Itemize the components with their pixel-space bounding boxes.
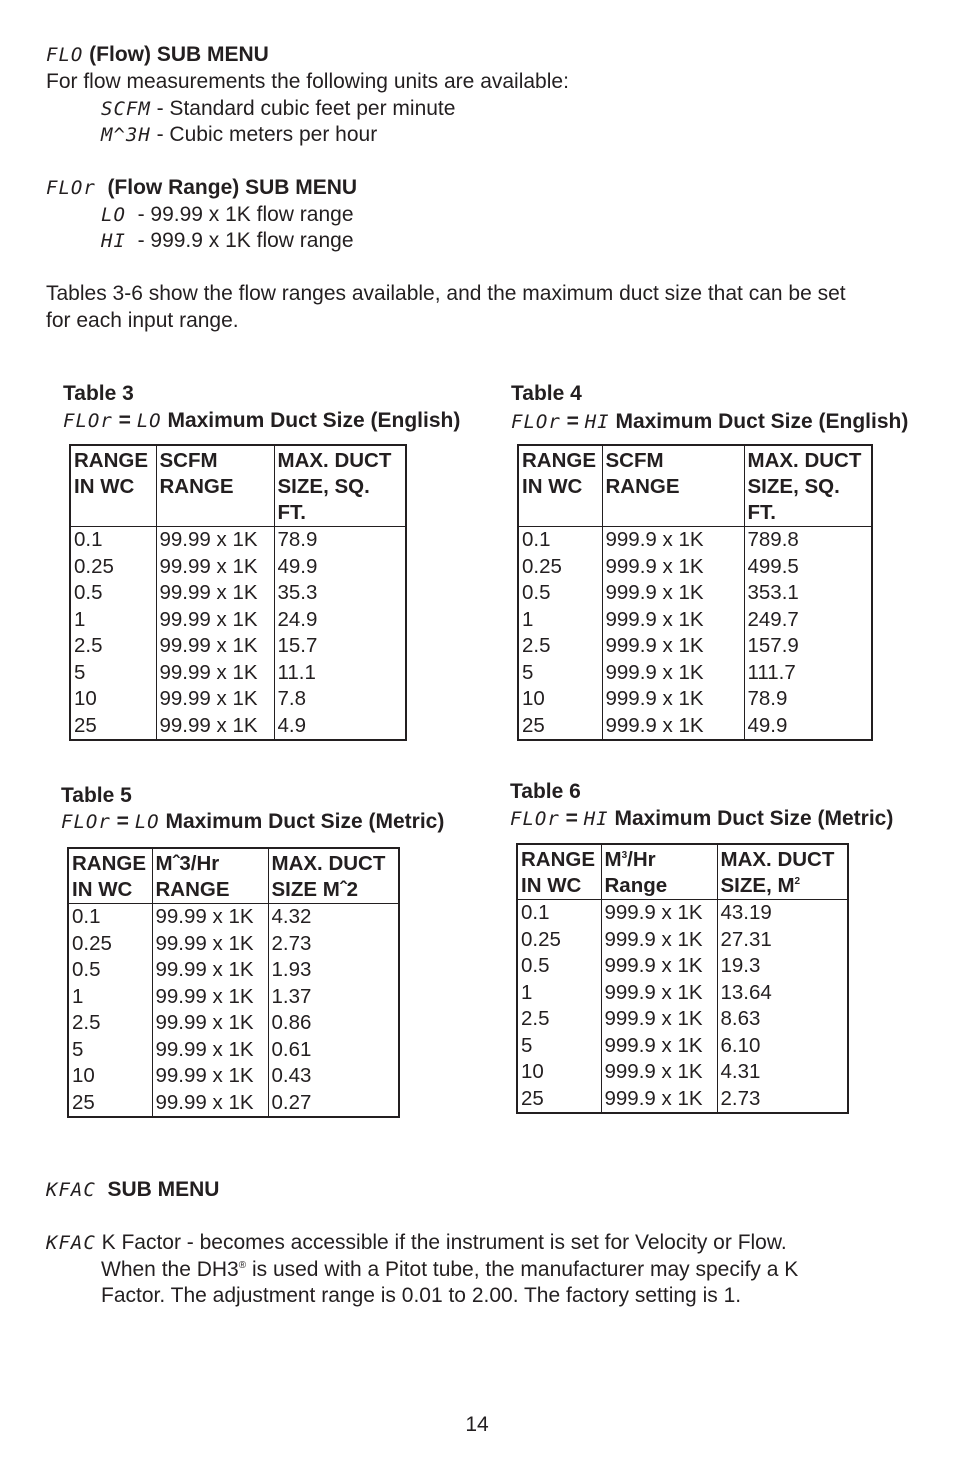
- flor-code: FLOr: [46, 177, 96, 199]
- table-cell: 5: [74, 660, 86, 684]
- table-cell: 10: [522, 687, 545, 710]
- table-cell: 2.5: [522, 634, 551, 657]
- table-row: [518, 660, 872, 687]
- table-cell: 5: [72, 1037, 84, 1061]
- table-cell: 99.99 x 1K: [152, 1010, 268, 1037]
- table-row: [68, 1037, 399, 1064]
- table-row: [70, 713, 406, 741]
- table-cell: 13.64: [717, 980, 848, 1007]
- table-cell: 999.9 x 1K: [601, 953, 717, 980]
- table-cell: 5: [522, 660, 534, 684]
- table-cell: 35.3: [274, 580, 406, 607]
- table4-header-max: MAX. DUCT SIZE, SQ. FT.: [744, 445, 872, 527]
- table4-label: Table 4: [511, 382, 582, 405]
- table6-header-max: MAX. DUCT SIZE, $M^2$: [717, 844, 848, 900]
- table-cell: 19.3: [717, 953, 848, 980]
- table-row: [68, 904, 399, 931]
- table5-caption: FLOr = LO Maximum Duct Size (Metric): [61, 810, 445, 833]
- table-cell: 999.9 x 1K: [601, 1086, 717, 1114]
- table-row: [70, 607, 406, 634]
- unit-scfm: SCFM - Standard cubic feet per minute: [101, 97, 456, 120]
- table-row: [517, 953, 848, 980]
- range-option-hi: HI - 999.9 x 1K flow range: [101, 229, 354, 252]
- table-4: [517, 444, 873, 741]
- table-cell: 999.9 x 1K: [601, 900, 717, 927]
- table-row: [68, 957, 399, 984]
- page-number: 14: [465, 1413, 489, 1436]
- table5-label: Table 5: [61, 784, 132, 807]
- table-row: [518, 686, 872, 713]
- table-cell: 0.25: [74, 554, 114, 578]
- table-cell: 111.7: [744, 660, 872, 687]
- table-cell: 11.1: [274, 660, 406, 687]
- table-cell: 99.99 x 1K: [156, 527, 274, 554]
- table-cell: 99.99 x 1K: [156, 607, 274, 634]
- table-cell: 157.9: [744, 633, 872, 660]
- kfac-submenu-title: SUB MENU: [107, 1178, 220, 1201]
- table-cell: 999.9 x 1K: [601, 1033, 717, 1060]
- table-row: [517, 900, 848, 927]
- table-cell: 25: [74, 713, 97, 737]
- table-cell: 1: [74, 607, 86, 631]
- table-cell: 99.99 x 1K: [152, 1037, 268, 1064]
- table-cell: 0.1: [522, 528, 551, 551]
- table3-label: Table 3: [63, 382, 134, 405]
- table-cell: 99.99 x 1K: [156, 633, 274, 660]
- table6-caption: FLOr = HI Maximum Duct Size (Metric): [510, 807, 894, 830]
- table-cell: 1: [72, 984, 84, 1008]
- table-cell: 99.99 x 1K: [156, 660, 274, 687]
- table-row: [70, 580, 406, 607]
- table-row: [68, 1063, 399, 1090]
- table5-header-range: RANGE IN WC: [68, 848, 152, 904]
- table-cell: 15.7: [274, 633, 406, 660]
- table-cell: 499.5: [744, 554, 872, 581]
- table-row: [517, 1086, 848, 1114]
- table-cell: 999.9 x 1K: [601, 927, 717, 954]
- table-cell: 2.73: [717, 1086, 848, 1114]
- table-row: [518, 607, 872, 634]
- table-cell: 99.99 x 1K: [152, 931, 268, 958]
- kfac-para-line3: Factor. The adjustment range is 0.01 to 2.00. The factory setting is 1.: [101, 1284, 742, 1307]
- table-cell: 99.99 x 1K: [156, 554, 274, 581]
- table-row: [70, 686, 406, 713]
- table-row: [518, 580, 872, 607]
- table-row: [518, 554, 872, 581]
- flo-code: FLO: [46, 44, 84, 66]
- table-cell: 99.99 x 1K: [156, 713, 274, 741]
- table-cell: 999.9 x 1K: [602, 713, 744, 741]
- table-cell: 99.99 x 1K: [152, 1063, 268, 1090]
- table-cell: 1: [521, 980, 533, 1004]
- table-cell: 0.5: [72, 958, 101, 981]
- tables-intro-line1: Tables 3-6 show the flow ranges available, and the maximum duct size that can be set: [46, 282, 846, 305]
- table-cell: 4.9: [274, 713, 406, 741]
- table-cell: 789.8: [744, 527, 872, 554]
- table5-header-max: MAX. DUCT SIZE Mˆ2: [268, 848, 399, 904]
- table-cell: 8.63: [717, 1006, 848, 1033]
- table-cell: 2.73: [268, 931, 399, 958]
- table-cell: 99.99 x 1K: [156, 686, 274, 713]
- table-cell: 999.9 x 1K: [602, 554, 744, 581]
- range-option-lo: LO - 99.99 x 1K flow range: [101, 203, 354, 226]
- table-cell: 0.27: [268, 1090, 399, 1118]
- table-row: [518, 713, 872, 741]
- flow-range-submenu-title: (Flow Range) SUB MENU: [107, 176, 358, 199]
- table-cell: 49.9: [744, 713, 872, 741]
- table-cell: 99.99 x 1K: [152, 1090, 268, 1118]
- table-cell: 99.99 x 1K: [152, 904, 268, 931]
- table-cell: 999.9 x 1K: [602, 527, 744, 554]
- table-cell: 6.10: [717, 1033, 848, 1060]
- table-row: [517, 1033, 848, 1060]
- table-cell: 25: [522, 713, 545, 737]
- flow-range-submenu-heading: [46, 175, 357, 201]
- table-cell: 78.9: [274, 527, 406, 554]
- table-cell: 1: [522, 607, 534, 631]
- table-cell: 99.99 x 1K: [152, 957, 268, 984]
- table3-header-range: RANGE IN WC: [70, 445, 156, 527]
- table-cell: 0.86: [268, 1010, 399, 1037]
- table-cell: 999.9 x 1K: [601, 980, 717, 1007]
- table-cell: 0.61: [268, 1037, 399, 1064]
- table-row: [70, 633, 406, 660]
- table-row: [517, 980, 848, 1007]
- table-cell: 0.1: [72, 905, 101, 928]
- table-cell: 0.1: [521, 901, 550, 924]
- table-row: [68, 1010, 399, 1037]
- table3-caption: FLOr = LO Maximum Duct Size (English): [63, 409, 461, 432]
- table-cell: 1.93: [268, 957, 399, 984]
- flow-intro: For flow measurements the following units are available:: [46, 70, 569, 93]
- table6-label: Table 6: [510, 780, 581, 803]
- table-cell: 25: [521, 1086, 544, 1110]
- table-cell: 49.9: [274, 554, 406, 581]
- table-row: [518, 527, 872, 554]
- table-row: [517, 1059, 848, 1086]
- table-cell: 999.9 x 1K: [602, 660, 744, 687]
- table-cell: 999.9 x 1K: [602, 607, 744, 634]
- table-6: [516, 843, 849, 1114]
- table-cell: 99.99 x 1K: [152, 984, 268, 1011]
- table-cell: 999.9 x 1K: [602, 580, 744, 607]
- table3-header-max: MAX. DUCT SIZE, SQ. FT.: [274, 445, 406, 527]
- table4-header-range: RANGE IN WC: [518, 445, 602, 527]
- table-cell: 4.32: [268, 904, 399, 931]
- table4-caption: FLOr = HI Maximum Duct Size (English): [511, 410, 909, 433]
- table-cell: 10: [74, 687, 97, 710]
- table-cell: 5: [521, 1033, 533, 1057]
- kfac-submenu-heading: [46, 1177, 219, 1203]
- table-cell: 4.31: [717, 1059, 848, 1086]
- table-cell: 99.99 x 1K: [156, 580, 274, 607]
- table-cell: 999.9 x 1K: [602, 633, 744, 660]
- table-5: [67, 847, 400, 1118]
- table-cell: 0.25: [521, 927, 561, 951]
- table-cell: 43.19: [717, 900, 848, 927]
- table-3: [69, 444, 407, 741]
- table-cell: 25: [72, 1090, 95, 1114]
- table-cell: 0.5: [521, 954, 550, 977]
- table4-header-scfm: SCFM RANGE: [602, 445, 744, 527]
- tables-intro-line2: for each input range.: [46, 309, 239, 332]
- table-cell: 2.5: [74, 634, 103, 657]
- table-row: [70, 554, 406, 581]
- table-row: [517, 927, 848, 954]
- table-cell: 78.9: [744, 686, 872, 713]
- kfac-para-line1: KFAC K Factor - becomes accessible if the instrument is set for Velocity or Flow.: [46, 1231, 787, 1254]
- unit-m3h: M^3H - Cubic meters per hour: [101, 123, 378, 146]
- table-cell: 2.5: [521, 1007, 550, 1030]
- flow-submenu-heading: [46, 42, 269, 68]
- table-cell: 249.7: [744, 607, 872, 634]
- table-cell: 999.9 x 1K: [601, 1006, 717, 1033]
- table-cell: 7.8: [274, 686, 406, 713]
- table-row: [70, 527, 406, 554]
- table3-header-scfm: SCFM RANGE: [156, 445, 274, 527]
- table-cell: 0.5: [74, 581, 103, 604]
- kfac-para-line2: When the DH3® is used with a Pitot tube, the manufacturer may specify a K: [101, 1258, 799, 1281]
- table-cell: 10: [72, 1064, 95, 1087]
- table6-header-range: RANGE IN WC: [517, 844, 601, 900]
- table-cell: 999.9 x 1K: [602, 686, 744, 713]
- table-cell: 353.1: [744, 580, 872, 607]
- table-cell: 10: [521, 1060, 544, 1083]
- table-cell: 0.25: [522, 554, 562, 578]
- table5-header-m3hr: Mˆ3/Hr RANGE: [152, 848, 268, 904]
- kfac-code: KFAC: [46, 1179, 96, 1201]
- flow-submenu-title: (Flow) SUB MENU: [89, 43, 269, 66]
- table-row: [518, 633, 872, 660]
- table-cell: 0.25: [72, 931, 112, 955]
- table-cell: 0.1: [74, 528, 103, 551]
- table-cell: 27.31: [717, 927, 848, 954]
- table-cell: 2.5: [72, 1011, 101, 1034]
- table-row: [517, 1006, 848, 1033]
- table-row: [68, 931, 399, 958]
- table-row: [70, 660, 406, 687]
- table-cell: 1.37: [268, 984, 399, 1011]
- table-cell: 0.43: [268, 1063, 399, 1090]
- table-row: [68, 984, 399, 1011]
- table-cell: 0.5: [522, 581, 551, 604]
- table-cell: 999.9 x 1K: [601, 1059, 717, 1086]
- table6-header-m3hr: $M^3/Hr$ Range: [601, 844, 717, 900]
- table-row: [68, 1090, 399, 1118]
- table-cell: 24.9: [274, 607, 406, 634]
